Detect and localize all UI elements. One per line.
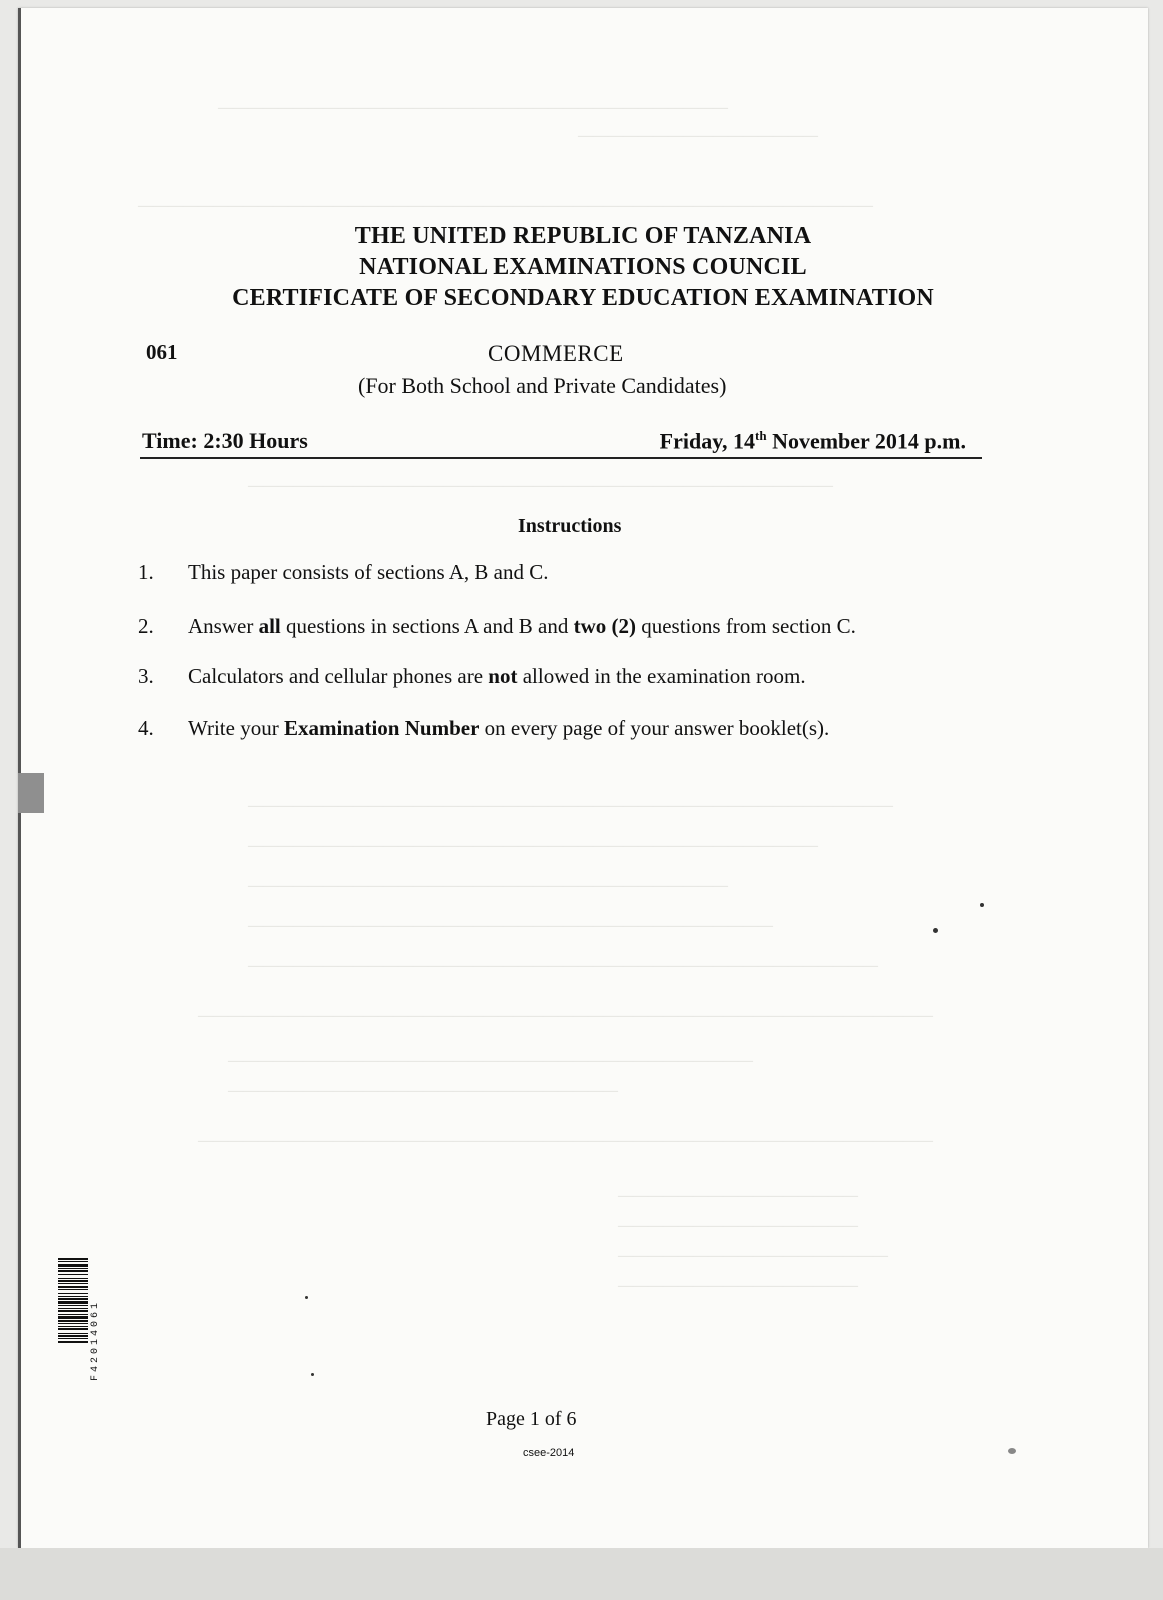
scanner-bottom-strip — [0, 1548, 1163, 1600]
instructions-title: Instructions — [518, 515, 622, 537]
instruction-item — [138, 664, 806, 689]
bleed-through-line: ————————————————————————————————————————————————— — [138, 198, 873, 214]
bleed-through-line: ——————————————————————————————————— — [248, 918, 773, 934]
instruction-text-part: Calculators and cellular phones are — [188, 664, 489, 688]
barcode-image — [58, 1258, 88, 1422]
header-exam-title: CERTIFICATE OF SECONDARY EDUCATION EXAMINATION — [232, 285, 934, 311]
paper-code-footer: csee-2014 — [523, 1447, 575, 1459]
instruction-text-part: This paper consists of sections A, B and C. — [188, 560, 549, 584]
bleed-through-line: —————————————————————————————————— — [218, 100, 728, 116]
exam-time — [142, 428, 308, 454]
subject-title: COMMERCE — [488, 341, 624, 366]
instruction-text-part: allowed in the examination room. — [517, 664, 806, 688]
instruction-text-part: questions from section C. — [635, 614, 856, 638]
bleed-through-line: ——————————————————————————————————————————— — [248, 798, 893, 814]
instruction-number: 2. — [138, 614, 154, 638]
bleed-through-line: ————————————————————————————————————————————————— — [198, 1008, 933, 1024]
exam-date — [660, 428, 966, 454]
time-value: 2:30 Hours — [203, 428, 308, 453]
instruction-text-part: questions in sections A and B and — [280, 614, 574, 638]
instruction-item — [138, 614, 856, 639]
bleed-through-line: —————————————————————————— — [228, 1083, 618, 1099]
instruction-emphasis: not — [488, 664, 518, 688]
instruction-number: 1. — [138, 560, 154, 584]
instruction-item — [138, 560, 548, 585]
instruction-number: 3. — [138, 664, 154, 688]
instruction-emphasis: Examination Number — [283, 716, 480, 740]
date-prefix: Friday, 14 — [659, 428, 756, 454]
bleed-through-line: —————————————————————————————————————— — [248, 838, 818, 854]
instruction-text — [188, 664, 806, 688]
instruction-text — [188, 716, 829, 740]
instruction-text-part: Answer — [188, 614, 259, 638]
date-rest: November 2014 p.m. — [766, 428, 966, 454]
candidates-note: (For Both School and Private Candidates) — [358, 373, 727, 398]
bleed-through-line: —————————————————————————————————————————— — [248, 958, 878, 974]
barcode-digits: F42014061 — [90, 1299, 101, 1381]
scan-speck — [980, 903, 984, 907]
instruction-text-part: on every page of your answer booklet(s). — [479, 716, 830, 740]
bleed-through-line: ——————————————————————————————————— — [228, 1053, 753, 1069]
bleed-through-line: —————————————————— — [618, 1248, 888, 1264]
instruction-text — [188, 560, 548, 584]
date-suffix: th — [755, 428, 767, 443]
bleed-through-line: ———————————————— — [618, 1218, 858, 1234]
scan-speck — [1008, 1448, 1016, 1454]
bleed-through-line: ————————————————————————————————————————————————— — [198, 1133, 933, 1149]
instruction-emphasis: all — [258, 614, 281, 638]
scan-speck — [305, 1296, 308, 1299]
instruction-item — [138, 716, 829, 741]
bleed-through-line: ———————————————— — [578, 128, 818, 144]
bleed-through-line: ———————————————— — [618, 1278, 858, 1294]
instruction-number: 4. — [138, 716, 154, 740]
instruction-text — [188, 614, 856, 638]
subject-code: 061 — [146, 340, 178, 364]
header-rule — [140, 457, 982, 459]
barcode-bar — [58, 1343, 88, 1344]
header-country: THE UNITED REPUBLIC OF TANZANIA — [354, 223, 812, 249]
bleed-through-line: ——————————————————————————————————————— — [248, 478, 833, 494]
scanner-gray-marker — [18, 773, 44, 813]
bleed-through-line: ———————————————————————————————— — [248, 878, 728, 894]
header-council: NATIONAL EXAMINATIONS COUNCIL — [359, 254, 807, 280]
scan-speck — [933, 928, 938, 933]
instruction-text-part: Write your — [188, 716, 284, 740]
page-number: Page 1 of 6 — [486, 1408, 577, 1430]
instruction-emphasis: two (2) — [573, 614, 636, 638]
scan-speck — [311, 1373, 314, 1376]
exam-paper-page — [18, 8, 1148, 1548]
bleed-through-line: ———————————————— — [618, 1188, 858, 1204]
time-label: Time: — [142, 428, 198, 453]
